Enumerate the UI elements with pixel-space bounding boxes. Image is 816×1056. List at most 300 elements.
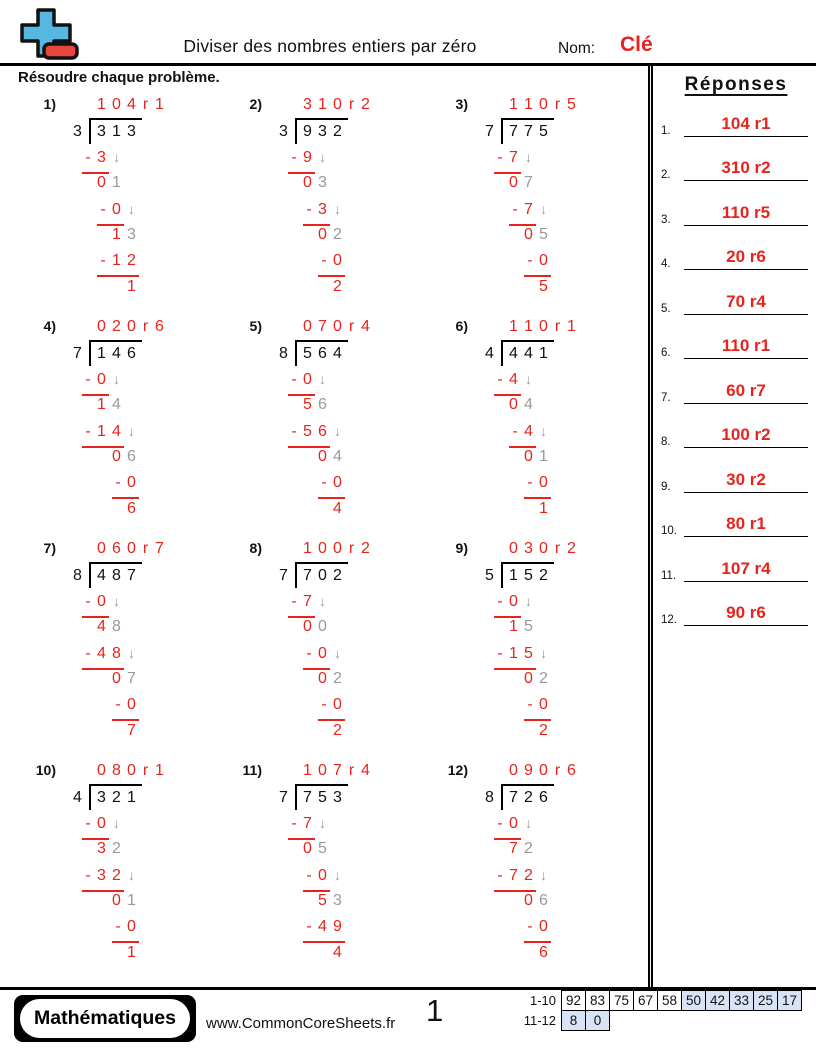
- subtrahend-digit: 0: [539, 918, 548, 935]
- remainder-digit: 1: [567, 318, 576, 335]
- quotient-digit: 1: [97, 96, 106, 113]
- division-bracket-row: [272, 340, 432, 366]
- dividend-digit: 6: [539, 789, 548, 806]
- divisor: 7: [279, 789, 288, 806]
- divisor: 3: [73, 123, 82, 140]
- subtraction-row: [66, 588, 226, 614]
- minus-sign: -: [291, 815, 297, 832]
- dividend: [501, 118, 554, 144]
- subtraction-row: [66, 692, 226, 718]
- division-bracket-row: [66, 340, 226, 366]
- brought-down-digit: 2: [333, 226, 342, 243]
- answer-key-name: Clé: [620, 33, 653, 56]
- brought-down-digit: 7: [127, 670, 136, 687]
- problem: [20, 758, 226, 980]
- quotient-row: [478, 92, 638, 118]
- subtraction-row: [66, 810, 226, 836]
- subtraction-row: [272, 470, 432, 496]
- dividend-digit: 7: [509, 789, 518, 806]
- answer-number: 4.: [661, 258, 671, 270]
- subtrahend-digit: 3: [97, 149, 106, 166]
- subtraction-group: [524, 914, 551, 943]
- subtraction-row: [272, 248, 432, 274]
- brought-down-digit: 4: [333, 448, 342, 465]
- subtraction-group: [524, 692, 551, 721]
- quotient-row: [66, 758, 226, 784]
- quotient-row: [478, 536, 638, 562]
- result-row: [66, 718, 226, 744]
- remainder-label: r: [142, 96, 149, 113]
- minus-sign: -: [306, 201, 312, 218]
- remainder-label: r: [348, 762, 355, 779]
- result-digit: 0: [97, 174, 106, 191]
- result-digit: 0: [524, 448, 533, 465]
- result-digit: 0: [303, 840, 312, 857]
- dividend-digit: 4: [333, 345, 342, 362]
- quotient-digit: 0: [333, 540, 342, 557]
- subtrahend-digit: 0: [333, 696, 342, 713]
- subtraction-row: [272, 588, 432, 614]
- dividend-digit: 5: [539, 123, 548, 140]
- subtrahend-digit: 9: [303, 149, 312, 166]
- brought-down-digit: 7: [524, 174, 533, 191]
- subtrahend-digit: 0: [539, 474, 548, 491]
- subtrahend-digit: 0: [303, 371, 312, 388]
- subtraction-row: [66, 470, 226, 496]
- minus-sign: -: [497, 867, 503, 884]
- remainder-label: r: [348, 96, 355, 113]
- problem-number: 10): [35, 762, 56, 778]
- subtraction-row: [478, 470, 638, 496]
- quotient-row: [272, 758, 432, 784]
- score-cell: 83: [586, 991, 610, 1011]
- brand-badge: [14, 995, 196, 1042]
- problem-work: [66, 758, 226, 966]
- subtrahend-digit: 0: [127, 696, 136, 713]
- bring-down-arrow: ↓: [113, 371, 120, 387]
- answer-number: 3.: [661, 213, 671, 226]
- subtrahend-digit: 4: [509, 371, 518, 388]
- minus-sign: -: [85, 149, 91, 166]
- brought-down-digit: 6: [539, 892, 548, 909]
- subtraction-row: [66, 366, 226, 392]
- score-cell: 25: [754, 991, 778, 1011]
- minus-sign: -: [497, 593, 503, 610]
- subtrahend-digit: 0: [333, 252, 342, 269]
- remainder-label: r: [554, 96, 561, 113]
- dividend: [295, 340, 348, 366]
- page-title: Diviser des nombres entiers par zéro: [183, 36, 477, 56]
- answer-value: 310 r2: [684, 158, 808, 181]
- dividend-digit: 7: [509, 123, 518, 140]
- problem-number: 1): [43, 96, 56, 112]
- problem-work: [478, 92, 638, 300]
- bring-down-arrow: ↓: [525, 149, 532, 165]
- problem-work: [272, 536, 432, 744]
- bring-down-arrow: ↓: [113, 149, 120, 165]
- subtraction-row: [478, 640, 638, 666]
- subtraction-row: [66, 640, 226, 666]
- answer-item: [656, 590, 816, 635]
- dividend: [295, 118, 348, 144]
- dividend-digit: 1: [539, 345, 548, 362]
- subtrahend-digit: 6: [318, 423, 327, 440]
- remainder-digit: 1: [155, 762, 164, 779]
- subtrahend-digit: 0: [539, 696, 548, 713]
- subtrahend-digit: 0: [509, 815, 518, 832]
- subtraction-row: [66, 914, 226, 940]
- result-digit: 4: [333, 944, 342, 961]
- divisor: 4: [485, 345, 494, 362]
- result-digit: 1: [539, 500, 548, 517]
- answer-item: [656, 412, 816, 457]
- bring-down-arrow: ↓: [540, 645, 547, 661]
- quotient-digit: 4: [127, 96, 136, 113]
- dividend-digit: 2: [333, 123, 342, 140]
- answer-number: 1.: [661, 124, 671, 137]
- quotient-digit: 0: [127, 762, 136, 779]
- dividend-digit: 8: [112, 567, 121, 584]
- brought-down-digit: 6: [318, 396, 327, 413]
- subtraction-row: [66, 862, 226, 888]
- result-row: [272, 940, 432, 966]
- minus-sign: -: [291, 423, 297, 440]
- brand-badge-label: Mathématiques: [20, 999, 190, 1038]
- answer-item: [656, 367, 816, 412]
- remainder-digit: 2: [361, 540, 370, 557]
- remainder-digit: 2: [567, 540, 576, 557]
- result-digit: 0: [112, 670, 121, 687]
- bring-down-arrow: ↓: [128, 423, 135, 439]
- subtrahend-digit: 4: [524, 423, 533, 440]
- result-row: [272, 888, 432, 914]
- subtrahend-digit: 0: [97, 593, 106, 610]
- subtrahend-digit: 1: [112, 252, 121, 269]
- bring-down-arrow: ↓: [319, 149, 326, 165]
- minus-sign: -: [321, 252, 327, 269]
- division-bracket-row: [478, 562, 638, 588]
- result-digit: 1: [97, 396, 106, 413]
- subtraction-group: [112, 470, 139, 499]
- minus-sign: -: [512, 423, 518, 440]
- score-cell: 50: [682, 991, 706, 1011]
- answer-item: [656, 456, 816, 501]
- quotient-digit: 0: [127, 540, 136, 557]
- subtrahend-digit: 0: [127, 918, 136, 935]
- result-digit: 1: [112, 226, 121, 243]
- subtrahend-digit: 1: [509, 645, 518, 662]
- quotient-digit: 0: [318, 762, 327, 779]
- minus-sign: -: [306, 867, 312, 884]
- brought-down-digit: 4: [112, 396, 121, 413]
- bring-down-arrow: ↓: [334, 423, 341, 439]
- subtrahend-digit: 1: [97, 423, 106, 440]
- subtraction-row: [272, 418, 432, 444]
- problem: [20, 536, 226, 758]
- answer-item: [656, 545, 816, 590]
- remainder-digit: 6: [567, 762, 576, 779]
- answer-item: [656, 501, 816, 546]
- score-table: [512, 990, 802, 1031]
- result-row: [272, 274, 432, 300]
- problem-number: 12): [447, 762, 468, 778]
- subtrahend-digit: 5: [524, 645, 533, 662]
- quotient-digit: 1: [524, 96, 533, 113]
- result-row: [478, 222, 638, 248]
- result-row: [66, 496, 226, 522]
- result-digit: 3: [97, 840, 106, 857]
- quotient-digit: 0: [97, 540, 106, 557]
- problem: [226, 758, 432, 980]
- problem: [432, 92, 638, 314]
- problem-work: [478, 536, 638, 744]
- subtrahend-digit: 4: [97, 645, 106, 662]
- subtraction-row: [478, 588, 638, 614]
- result-digit: 0: [509, 174, 518, 191]
- minus-sign: -: [527, 474, 533, 491]
- remainder-digit: 2: [361, 96, 370, 113]
- result-digit: 0: [524, 670, 533, 687]
- problem-number: 8): [249, 540, 262, 556]
- answer-value: 100 r2: [684, 425, 808, 448]
- brought-down-digit: 5: [524, 618, 533, 635]
- score-row-label: 1-10: [529, 993, 556, 1008]
- dividend: [89, 340, 142, 366]
- dividend-digit: 7: [127, 567, 136, 584]
- quotient-digit: 7: [318, 318, 327, 335]
- dividend-digit: 2: [333, 567, 342, 584]
- website-url: www.CommonCoreSheets.fr: [206, 1015, 396, 1032]
- brought-down-digit: 8: [112, 618, 121, 635]
- bring-down-arrow: ↓: [128, 645, 135, 661]
- brought-down-digit: 2: [539, 670, 548, 687]
- quotient-digit: 1: [524, 318, 533, 335]
- minus-sign: -: [306, 918, 312, 935]
- brought-down-digit: 1: [539, 448, 548, 465]
- minus-sign: -: [115, 696, 121, 713]
- subtrahend-digit: 0: [539, 252, 548, 269]
- result-digit: 1: [127, 278, 136, 295]
- result-row: [478, 718, 638, 744]
- quotient-digit: 0: [97, 762, 106, 779]
- result-digit: 0: [112, 892, 121, 909]
- problems-grid: [20, 92, 648, 980]
- dividend-digit: 5: [303, 345, 312, 362]
- brought-down-digit: 5: [318, 840, 327, 857]
- result-digit: 0: [303, 618, 312, 635]
- dividend-digit: 2: [539, 567, 548, 584]
- minus-sign: -: [85, 867, 91, 884]
- subtrahend-digit: 7: [524, 201, 533, 218]
- brought-down-digit: 1: [127, 892, 136, 909]
- subtrahend-digit: 3: [97, 867, 106, 884]
- subtraction-row: [272, 640, 432, 666]
- minus-sign: -: [85, 593, 91, 610]
- bring-down-arrow: ↓: [540, 423, 547, 439]
- bring-down-arrow: ↓: [525, 593, 532, 609]
- result-digit: 0: [318, 226, 327, 243]
- minus-sign: -: [291, 371, 297, 388]
- subtraction-row: [272, 196, 432, 222]
- minus-sign: -: [497, 815, 503, 832]
- answer-item: [656, 278, 816, 323]
- answer-number: 2.: [661, 169, 671, 181]
- subtrahend-digit: 0: [318, 867, 327, 884]
- subtraction-group: [303, 914, 345, 943]
- bring-down-arrow: ↓: [319, 371, 326, 387]
- minus-sign: -: [100, 252, 106, 269]
- bring-down-arrow: ↓: [113, 593, 120, 609]
- score-cell: 67: [634, 991, 658, 1011]
- dividend-digit: 3: [97, 123, 106, 140]
- score-cell: 17: [778, 991, 802, 1011]
- remainder-label: r: [142, 762, 149, 779]
- bring-down-arrow: ↓: [540, 867, 547, 883]
- divisor: 4: [73, 789, 82, 806]
- dividend-digit: 3: [97, 789, 106, 806]
- dividend-digit: 6: [127, 345, 136, 362]
- bring-down-arrow: ↓: [540, 201, 547, 217]
- result-digit: 6: [127, 500, 136, 517]
- answer-number: 8.: [661, 436, 671, 448]
- subtraction-row: [272, 810, 432, 836]
- subtraction-row: [478, 366, 638, 392]
- dividend: [295, 562, 348, 588]
- quotient-row: [66, 92, 226, 118]
- quotient-row: [478, 314, 638, 340]
- answer-number: 12.: [661, 614, 677, 626]
- dividend-digit: 1: [509, 567, 518, 584]
- dividend-digit: 7: [524, 123, 533, 140]
- dividend-digit: 3: [318, 123, 327, 140]
- dividend-digit: 5: [524, 567, 533, 584]
- dividend-digit: 4: [524, 345, 533, 362]
- subtrahend-digit: 2: [112, 867, 121, 884]
- problem-number: 6): [455, 318, 468, 334]
- name-label: Nom:: [558, 40, 596, 57]
- result-digit: 2: [539, 722, 548, 739]
- dividend-digit: 2: [112, 789, 121, 806]
- dividend: [89, 118, 142, 144]
- quotient-digit: 0: [539, 96, 548, 113]
- result-digit: 0: [524, 226, 533, 243]
- divisor: 7: [73, 345, 82, 362]
- bring-down-arrow: ↓: [334, 645, 341, 661]
- bring-down-arrow: ↓: [319, 593, 326, 609]
- remainder-digit: 5: [567, 96, 576, 113]
- result-digit: 0: [524, 892, 533, 909]
- division-bracket-row: [478, 340, 638, 366]
- quotient-digit: 1: [303, 762, 312, 779]
- minus-sign: -: [321, 474, 327, 491]
- problem-number: 5): [249, 318, 262, 334]
- quotient-digit: 3: [303, 96, 312, 113]
- subtrahend-digit: 0: [112, 201, 121, 218]
- quotient-digit: 0: [318, 540, 327, 557]
- problem: [20, 314, 226, 536]
- problem: [432, 758, 638, 980]
- answers-title: Réponses: [684, 74, 788, 95]
- minus-sign: -: [291, 149, 297, 166]
- division-bracket-row: [66, 784, 226, 810]
- divisor: 8: [73, 567, 82, 584]
- subtraction-row: [272, 366, 432, 392]
- bring-down-arrow: ↓: [334, 867, 341, 883]
- quotient-row: [66, 314, 226, 340]
- bring-down-arrow: ↓: [128, 201, 135, 217]
- brought-down-digit: 2: [112, 840, 121, 857]
- dividend-digit: 3: [127, 123, 136, 140]
- dividend-digit: 2: [524, 789, 533, 806]
- problem-number: 9): [455, 540, 468, 556]
- result-row: [66, 274, 226, 300]
- brought-down-digit: 5: [539, 226, 548, 243]
- result-row: [478, 274, 638, 300]
- score-cell: 33: [730, 991, 754, 1011]
- answer-number: 11.: [661, 569, 677, 582]
- minus-sign: -: [527, 252, 533, 269]
- minus-sign: -: [527, 696, 533, 713]
- dividend-digit: 7: [303, 789, 312, 806]
- instructions: Résoudre chaque problème.: [18, 69, 220, 86]
- problem: [20, 92, 226, 314]
- division-bracket-row: [66, 562, 226, 588]
- quotient-row: [272, 92, 432, 118]
- result-row: [66, 940, 226, 966]
- subtraction-row: [478, 914, 638, 940]
- minus-sign: -: [115, 474, 121, 491]
- bring-down-arrow: ↓: [525, 815, 532, 831]
- remainder-label: r: [142, 318, 149, 335]
- brought-down-digit: 1: [112, 174, 121, 191]
- minus-sign: -: [85, 371, 91, 388]
- subtraction-group: [112, 914, 139, 943]
- minus-sign: -: [100, 201, 106, 218]
- subtrahend-digit: 7: [509, 149, 518, 166]
- subtraction-row: [66, 418, 226, 444]
- subtrahend-digit: 0: [97, 815, 106, 832]
- score-row: [512, 1011, 802, 1031]
- subtraction-row: [272, 862, 432, 888]
- quotient-digit: 6: [112, 540, 121, 557]
- answers-panel: [656, 66, 816, 634]
- score-row-label: 11-12: [523, 1013, 556, 1028]
- remainder-digit: 6: [155, 318, 164, 335]
- answer-item: [656, 145, 816, 190]
- answer-value: 104 r1: [684, 114, 808, 137]
- subtraction-row: [66, 248, 226, 274]
- dividend-digit: 1: [127, 789, 136, 806]
- brought-down-digit: 2: [524, 840, 533, 857]
- subtraction-row: [478, 862, 638, 888]
- result-row: [272, 666, 432, 692]
- problem-work: [272, 92, 432, 300]
- quotient-row: [272, 536, 432, 562]
- subtraction-group: [524, 248, 551, 277]
- divisor: 7: [279, 567, 288, 584]
- problem-work: [66, 536, 226, 744]
- subtrahend-digit: 5: [303, 423, 312, 440]
- result-digit: 5: [303, 396, 312, 413]
- dividend-digit: 4: [509, 345, 518, 362]
- division-bracket-row: [478, 118, 638, 144]
- subtraction-row: [272, 144, 432, 170]
- result-digit: 6: [539, 944, 548, 961]
- subtrahend-digit: 0: [333, 474, 342, 491]
- remainder-label: r: [348, 318, 355, 335]
- problem-work: [478, 758, 638, 966]
- quotient-row: [66, 536, 226, 562]
